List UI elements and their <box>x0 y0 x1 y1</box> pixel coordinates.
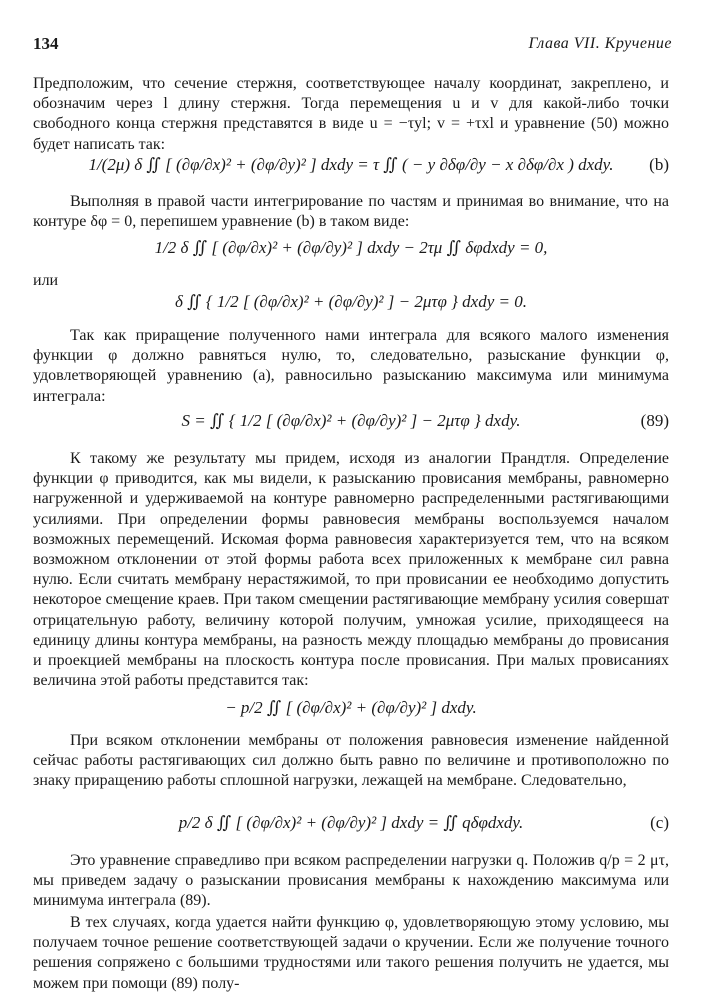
equation-b-tag: (b) <box>649 155 669 174</box>
equation-c <box>33 813 669 833</box>
connector-word: или <box>33 272 59 289</box>
paragraph-1: Предположим, что сечение стержня, соответствующее началу координат, закреплено, и обозначим через l длину стержня. Тогда перемещения u и v для какой-либо точки свободного конца стержня представятся в виде u = −τyl; v = +τxl и уравнение (50) можно будет написать так: <box>33 75 669 153</box>
equation-work: − p/2 ∬ [ (∂φ/∂x)² + (∂φ/∂y)² ] dxdy. <box>225 698 477 717</box>
paragraph-4: К такому же результату мы придем, исходя из аналогии Прандтля. Определение функции φ приводится, как мы видели, к разысканию провисания мембраны, равномерно нагруженной и удерживаемой на контуре равномерно распределенными растягивающими усилиями. При определении формы равновесия мембраны воспользуемся началом возможных перемещений. Искомая форма равновесия характеризуется тем, что на всяком возможном отклонении от этой формы работа всех приложенных к мембране сил равна нулю. Если считать мембрану нерастяжимой, то при провисании ее необходимо допустить некоторое смещение краев. При таком смещении растягивающие мембрану усилия совершат отрицательную работу, величину которой получим, умножая усилие, приходящееся на единицу длины контура мембраны, на разность между площадью мембраны до провисания и проекцией мембраны на плоскость контура после провисания. При малых провисаниях величина этой работы представится так: <box>33 450 669 690</box>
paragraph-7: В тех случаях, когда удается найти функцию φ, удовлетворяющую этому условию, мы получаем точное решение соответствующей задачи о кручении. Если же получение точного решения сопряжено с большими трудностями или такого решения получить не удается, мы можем при помощи (89) полу- <box>33 914 669 992</box>
running-header: Глава VII. Кручение <box>528 35 672 52</box>
paragraph-2: Выполняя в правой части интегрирование по частям и принимая во внимание, что на контуре δφ = 0, перепишем уравнение (b) в таком виде: <box>33 193 669 231</box>
equation-intermediate-1: 1/2 δ ∬ [ (∂φ/∂x)² + (∂φ/∂y)² ] dxdy − 2τμ ∬ δφdxdy = 0, <box>154 238 548 257</box>
equation-intermediate-2: δ ∬ { 1/2 [ (∂φ/∂x)² + (∂φ/∂y)² ] − 2μτφ } dxdy = 0. <box>175 292 527 311</box>
equation-c-body: p/2 δ ∬ [ (∂φ/∂x)² + (∂φ/∂y)² ] dxdy = ∬ qδφdxdy. <box>178 813 524 832</box>
equation-b <box>33 155 669 175</box>
equation-89 <box>33 411 669 431</box>
paragraph-3: Так как приращение полученного нами интеграла для всякого малого изменения функции φ должно равняться нулю, то, следовательно, разыскание функции φ, удовлетворяющей уравнению (a), равносильно разысканию максимума или минимума интеграла: <box>33 327 669 405</box>
paragraph-6: Это уравнение справедливо при всяком распределении нагрузки q. Положив q/p = 2 μτ, мы приведем задачу о разыскании провисания мембраны к нахождению максимума или минимума интеграла (89). <box>33 852 669 910</box>
equation-b-body: 1/(2μ) δ ∬ [ (∂φ/∂x)² + (∂φ/∂y)² ] dxdy = τ ∬ ( − y ∂δφ/∂y − x ∂δφ/∂x ) dxdy. <box>88 155 614 174</box>
equation-89-body: S = ∬ { 1/2 [ (∂φ/∂x)² + (∂φ/∂y)² ] − 2μτφ } dxdy. <box>181 411 521 430</box>
page-number: 134 <box>33 34 59 53</box>
equation-89-tag: (89) <box>640 411 669 430</box>
equation-c-tag: (c) <box>650 813 669 832</box>
paragraph-5: При всяком отклонении мембраны от положения равновесия изменение найденной сейчас работы растягивающих сил должно быть равно по величине и противоположно по знаку приращению работы сплошной нагрузки, лежащей на мембране. Следовательно, <box>33 732 669 790</box>
